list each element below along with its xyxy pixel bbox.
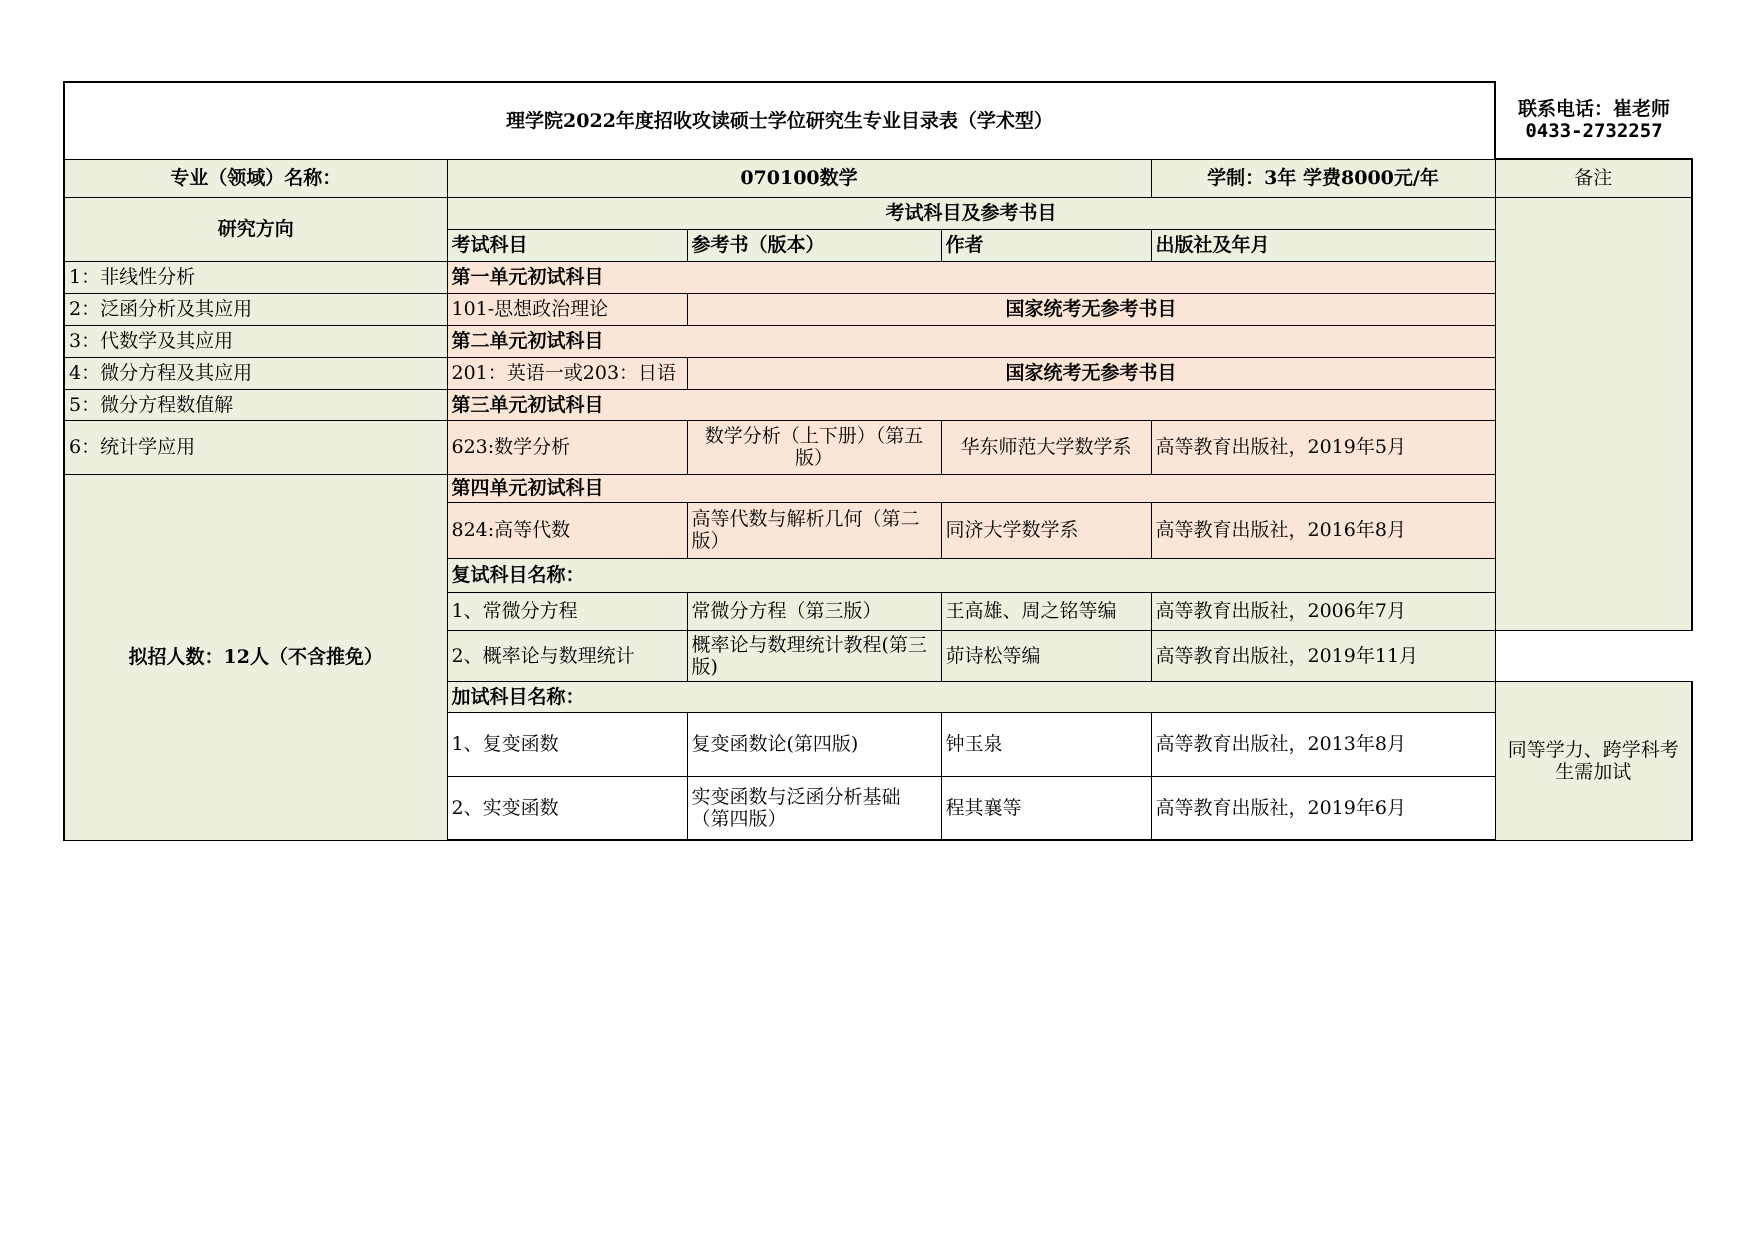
col-subject: 考试科目 — [447, 229, 687, 261]
retest-subject: 2、概率论与数理统计 — [447, 630, 687, 681]
unit3-book: 数学分析（上下册）（第五版） — [687, 420, 941, 474]
retest-author: 茆诗松等编 — [941, 630, 1151, 681]
unit2-note: 国家统考无参考书目 — [687, 357, 1495, 389]
extra-publisher: 高等教育出版社，2013年8月 — [1151, 712, 1495, 776]
retest-heading: 复试科目名称： — [447, 558, 1495, 592]
col-author: 作者 — [941, 229, 1151, 261]
extra-heading: 加试科目名称： — [447, 681, 1495, 712]
exam-header: 考试科目及参考书目 — [447, 197, 1495, 229]
contact-info — [1495, 82, 1692, 159]
unit4-heading: 第四单元初试科目 — [447, 474, 1495, 502]
extra-note: 同等学力、跨学科考生需加试 — [1495, 681, 1692, 840]
col-publisher: 出版社及年月 — [1151, 229, 1495, 261]
direction-item: 2：泛函分析及其应用 — [64, 293, 447, 325]
unit4-subject: 824:高等代数 — [447, 502, 687, 558]
direction-item: 5：微分方程数值解 — [64, 389, 447, 420]
retest-publisher: 高等教育出版社，2019年11月 — [1151, 630, 1495, 681]
extra-author: 钟玉泉 — [941, 712, 1151, 776]
extra-book: 复变函数论(第四版) — [687, 712, 941, 776]
unit1-note: 国家统考无参考书目 — [687, 293, 1495, 325]
page-title: 理学院2022年度招收攻读硕士学位研究生专业目录表（学术型） — [64, 82, 1495, 159]
extra-subject: 1、复变函数 — [447, 712, 687, 776]
unit1-subject: 101-思想政治理论 — [447, 293, 687, 325]
direction-item: 4：微分方程及其应用 — [64, 357, 447, 389]
unit4-book: 高等代数与解析几何（第二版） — [687, 502, 941, 558]
unit4-author: 同济大学数学系 — [941, 502, 1151, 558]
duration-fee: 学制：3年 学费8000元/年 — [1151, 159, 1495, 197]
remarks-label: 备注 — [1495, 159, 1692, 197]
extra-book: 实变函数与泛函分析基础（第四版） — [687, 776, 941, 840]
direction-item: 6：统计学应用 — [64, 420, 447, 474]
unit3-publisher: 高等教育出版社，2019年5月 — [1151, 420, 1495, 474]
direction-item: 3：代数学及其应用 — [64, 325, 447, 357]
unit1-heading: 第一单元初试科目 — [447, 261, 1495, 293]
extra-author: 程其襄等 — [941, 776, 1151, 840]
unit2-subject: 201：英语一或203：日语 — [447, 357, 687, 389]
unit3-subject: 623:数学分析 — [447, 420, 687, 474]
major-label: 专业（领域）名称： — [64, 159, 447, 197]
extra-publisher: 高等教育出版社，2019年6月 — [1151, 776, 1495, 840]
research-direction-label: 研究方向 — [64, 197, 447, 261]
contact-phone: 0433-2732257 — [1525, 120, 1663, 142]
major-value: 070100数学 — [447, 159, 1151, 197]
retest-author: 王高雄、周之铭等编 — [941, 592, 1151, 630]
retest-subject: 1、常微分方程 — [447, 592, 687, 630]
unit4-publisher: 高等教育出版社，2016年8月 — [1151, 502, 1495, 558]
direction-item: 1：非线性分析 — [64, 261, 447, 293]
recruit-count: 拟招人数：12人（不含推免） — [64, 474, 447, 840]
col-book: 参考书（版本） — [687, 229, 941, 261]
retest-book: 常微分方程（第三版） — [687, 592, 941, 630]
unit2-heading: 第二单元初试科目 — [447, 325, 1495, 357]
extra-subject: 2、实变函数 — [447, 776, 687, 840]
catalog-table — [63, 81, 1693, 841]
unit3-heading: 第三单元初试科目 — [447, 389, 1495, 420]
unit3-author: 华东师范大学数学系 — [941, 420, 1151, 474]
remarks-cell — [1495, 197, 1692, 630]
retest-publisher: 高等教育出版社，2006年7月 — [1151, 592, 1495, 630]
retest-book: 概率论与数理统计教程(第三版) — [687, 630, 941, 681]
contact-label: 联系电话：崔老师 — [1517, 98, 1670, 120]
